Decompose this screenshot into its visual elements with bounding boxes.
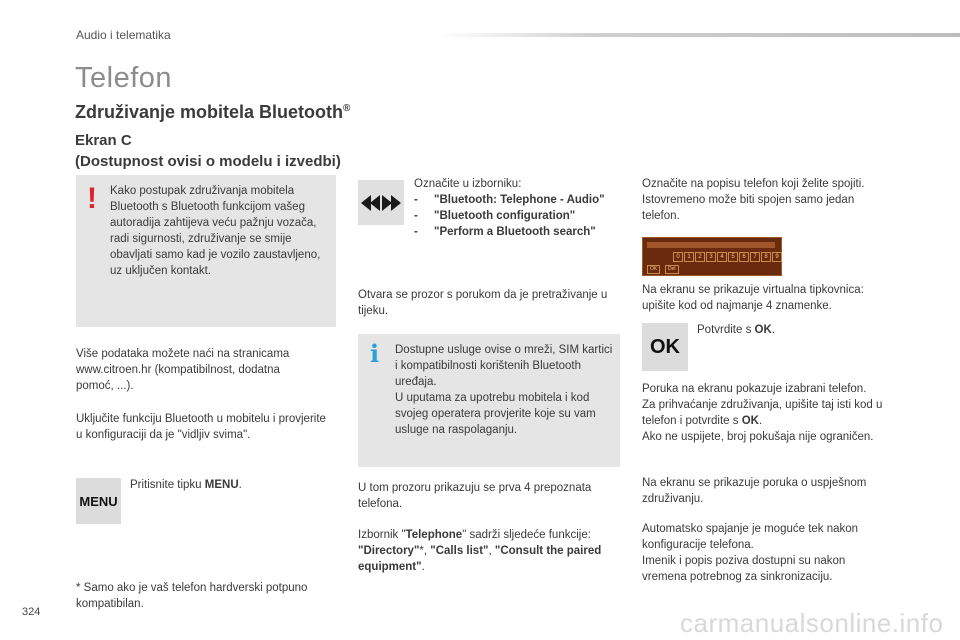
list-item: - "Bluetooth configuration" bbox=[414, 208, 619, 224]
more-info-text: Više podataka možete naći na stranicama www.citroen.hr (kompatibilnost, dodatna pomoć, ...). bbox=[76, 348, 290, 392]
warning-text: Kako postupak združivanja mobitela Bluetooth s Bluetooth funkcijom vašeg autoradija zahtijeva veću pažnju vozača, radi sigurnosti, združivanje se smije obavljati samo kad je vozilo zaustavljeno, uz uključen kontakt. bbox=[110, 185, 321, 277]
warning-icon: ! bbox=[87, 182, 97, 215]
screen-del-button: Del bbox=[665, 265, 679, 274]
ok-key-icon: OK bbox=[642, 323, 688, 371]
virtual-keyboard-text: Na ekranu se prikazuje virtualna tipkovnica: upišite kod od najmanje 4 znamenke. bbox=[642, 284, 864, 312]
screen-digit: 7 bbox=[750, 252, 760, 262]
enable-bluetooth-text: Uključite funkciju Bluetooth u mobitelu i provjerite u konfiguraciji da je "vidljiv svima". bbox=[76, 413, 326, 441]
pairing-message-block bbox=[642, 381, 907, 445]
footer-watermark: carmanualsonline.info bbox=[680, 608, 944, 638]
sync-text: Imenik i popis poziva dostupni su nakon vremena potrebnog za sinkronizaciju. bbox=[642, 555, 846, 583]
screen-digit: 2 bbox=[695, 252, 705, 262]
first-four-phones-text: U tom prozoru prikazuju se prva 4 prepoznata telefona. bbox=[358, 482, 592, 510]
search-window-text: Otvara se prozor s porukom da je pretraživanje u tijeku. bbox=[358, 289, 608, 317]
screen-digit: 4 bbox=[717, 252, 727, 262]
selected-phone-text: Poruka na ekranu pokazuje izabrani telefon. bbox=[642, 383, 867, 395]
subheading-availability: (Dostupnost ovisi o modelu i izvedbi) bbox=[75, 153, 341, 170]
virtual-keyboard-screen bbox=[642, 237, 782, 276]
confirm-ok-text: Potvrdite s OK. bbox=[697, 324, 775, 336]
navigation-arrows-icon bbox=[358, 180, 404, 225]
screen-digit: 6 bbox=[739, 252, 749, 262]
telephone-menu-text: Izbornik "Telephone" sadrži sljedeće funkcije: "Directory"*, "Calls list", "Consult the paired equipment". bbox=[358, 529, 602, 573]
page-title: Telefon bbox=[75, 62, 173, 94]
section-heading: Združivanje mobitela Bluetooth® bbox=[75, 102, 351, 122]
screen-digit: 3 bbox=[706, 252, 716, 262]
press-menu-text: Pritisnite tipku MENU. bbox=[130, 479, 242, 491]
screen-digit-row bbox=[673, 252, 782, 262]
select-intro: Označite u izborniku: bbox=[414, 178, 522, 190]
info-icon: i bbox=[370, 339, 380, 368]
running-header: Audio i telematika bbox=[76, 28, 171, 42]
screen-digit: 5 bbox=[728, 252, 738, 262]
subheading-screen: Ekran C bbox=[75, 132, 132, 149]
select-phone-text: Označite na popisu telefon koji želite spojiti. Istovremeno može biti spojen samo jedan telefon. bbox=[642, 178, 865, 222]
info-text bbox=[395, 342, 613, 438]
screen-digit: 1 bbox=[684, 252, 694, 262]
success-message-text: Na ekranu se prikazuje poruka o uspješnom združivanju. bbox=[642, 477, 867, 505]
screen-digit: 8 bbox=[761, 252, 771, 262]
screen-digit: 9 bbox=[772, 252, 782, 262]
info-paragraph-2: U uputama za upotrebu mobitela i kod svojeg operatera provjerite koje su vam usluge na raspolaganju. bbox=[395, 392, 596, 436]
page-number: 324 bbox=[22, 606, 41, 618]
enter-code-text: Za prihvaćanje združivanja, upišite taj isti kod u telefon i potvrdite s OK. bbox=[642, 399, 883, 427]
list-item: - "Perform a Bluetooth search" bbox=[414, 224, 619, 240]
screen-digit: 0 bbox=[673, 252, 683, 262]
list-item: - "Bluetooth: Telephone - Audio" bbox=[414, 192, 619, 208]
header-rule bbox=[440, 33, 960, 37]
info-paragraph-1: Dostupne usluge ovise o mreži, SIM kartici i kompatibilnosti korištenih Bluetooth uređaja. bbox=[395, 344, 613, 388]
footnote: * Samo ako je vaš telefon hardverski potpuno kompatibilan. bbox=[76, 582, 308, 610]
screen-title-bar bbox=[647, 242, 775, 248]
screen-ok-button: OK bbox=[647, 265, 660, 274]
attempts-text: Ako ne uspijete, broj pokušaja nije ograničen. bbox=[642, 431, 874, 443]
menu-key-icon: MENU bbox=[76, 478, 121, 524]
subheading bbox=[75, 130, 341, 172]
auto-connect-text: Automatsko spajanje je moguće tek nakon konfiguracije telefona. bbox=[642, 523, 859, 551]
menu-path-list bbox=[414, 192, 619, 240]
menu-selection-block bbox=[414, 176, 619, 240]
auto-connect-block bbox=[642, 521, 892, 585]
registered-mark: ® bbox=[343, 103, 351, 114]
